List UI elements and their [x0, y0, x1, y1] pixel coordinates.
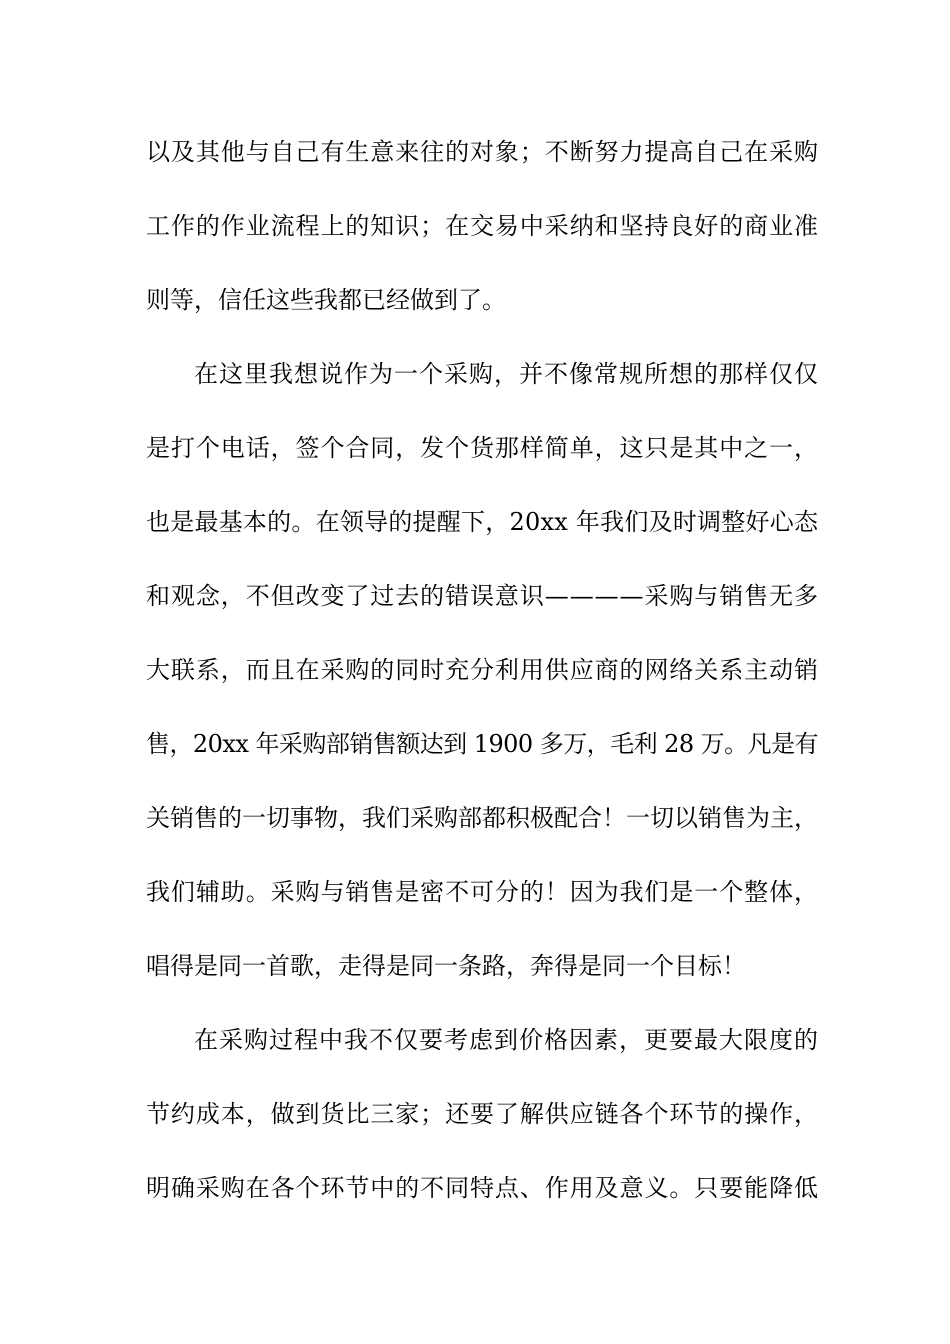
- document-body: [146, 128, 818, 1238]
- text-line: 关销售的一切事物，我们采购部都积极配合！一切以销售为主，: [146, 804, 818, 832]
- text-line: 大联系，而且在采购的同时充分利用供应商的网络关系主动销: [146, 656, 819, 684]
- text-line: 售，20xx 年采购部销售额达到 1900 多万，毛利 28 万。凡是有: [146, 730, 818, 758]
- text-line: 则等，信任这些我都已经做到了。: [146, 286, 506, 314]
- text-line: 节约成本，做到货比三家；还要了解供应链各个环节的操作，: [146, 1100, 819, 1128]
- text-line: 和观念，不但改变了过去的错误意识————采购与销售无多: [146, 582, 819, 610]
- paragraph-first-line: 在采购过程中我不仅要考虑到价格因素，更要最大限度的: [194, 1026, 819, 1054]
- text-line: 我们辅助。采购与销售是密不可分的！因为我们是一个整体，: [146, 878, 819, 906]
- text-line: 是打个电话，签个合同，发个货那样简单，这只是其中之一，: [146, 434, 819, 462]
- text-line: 唱得是同一首歌，走得是同一条路，奔得是同一个目标！: [146, 952, 746, 980]
- text-line: 以及其他与自己有生意来往的对象；不断努力提高自己在采购: [146, 138, 819, 166]
- text-line: 明确采购在各个环节中的不同特点、作用及意义。只要能降低: [146, 1174, 819, 1202]
- paragraph-first-line: 在这里我想说作为一个采购，并不像常规所想的那样仅仅: [194, 360, 819, 388]
- text-line: 也是最基本的。在领导的提醒下，20xx 年我们及时调整好心态: [146, 508, 819, 536]
- text-line: 工作的作业流程上的知识；在交易中采纳和坚持良好的商业准: [146, 212, 819, 240]
